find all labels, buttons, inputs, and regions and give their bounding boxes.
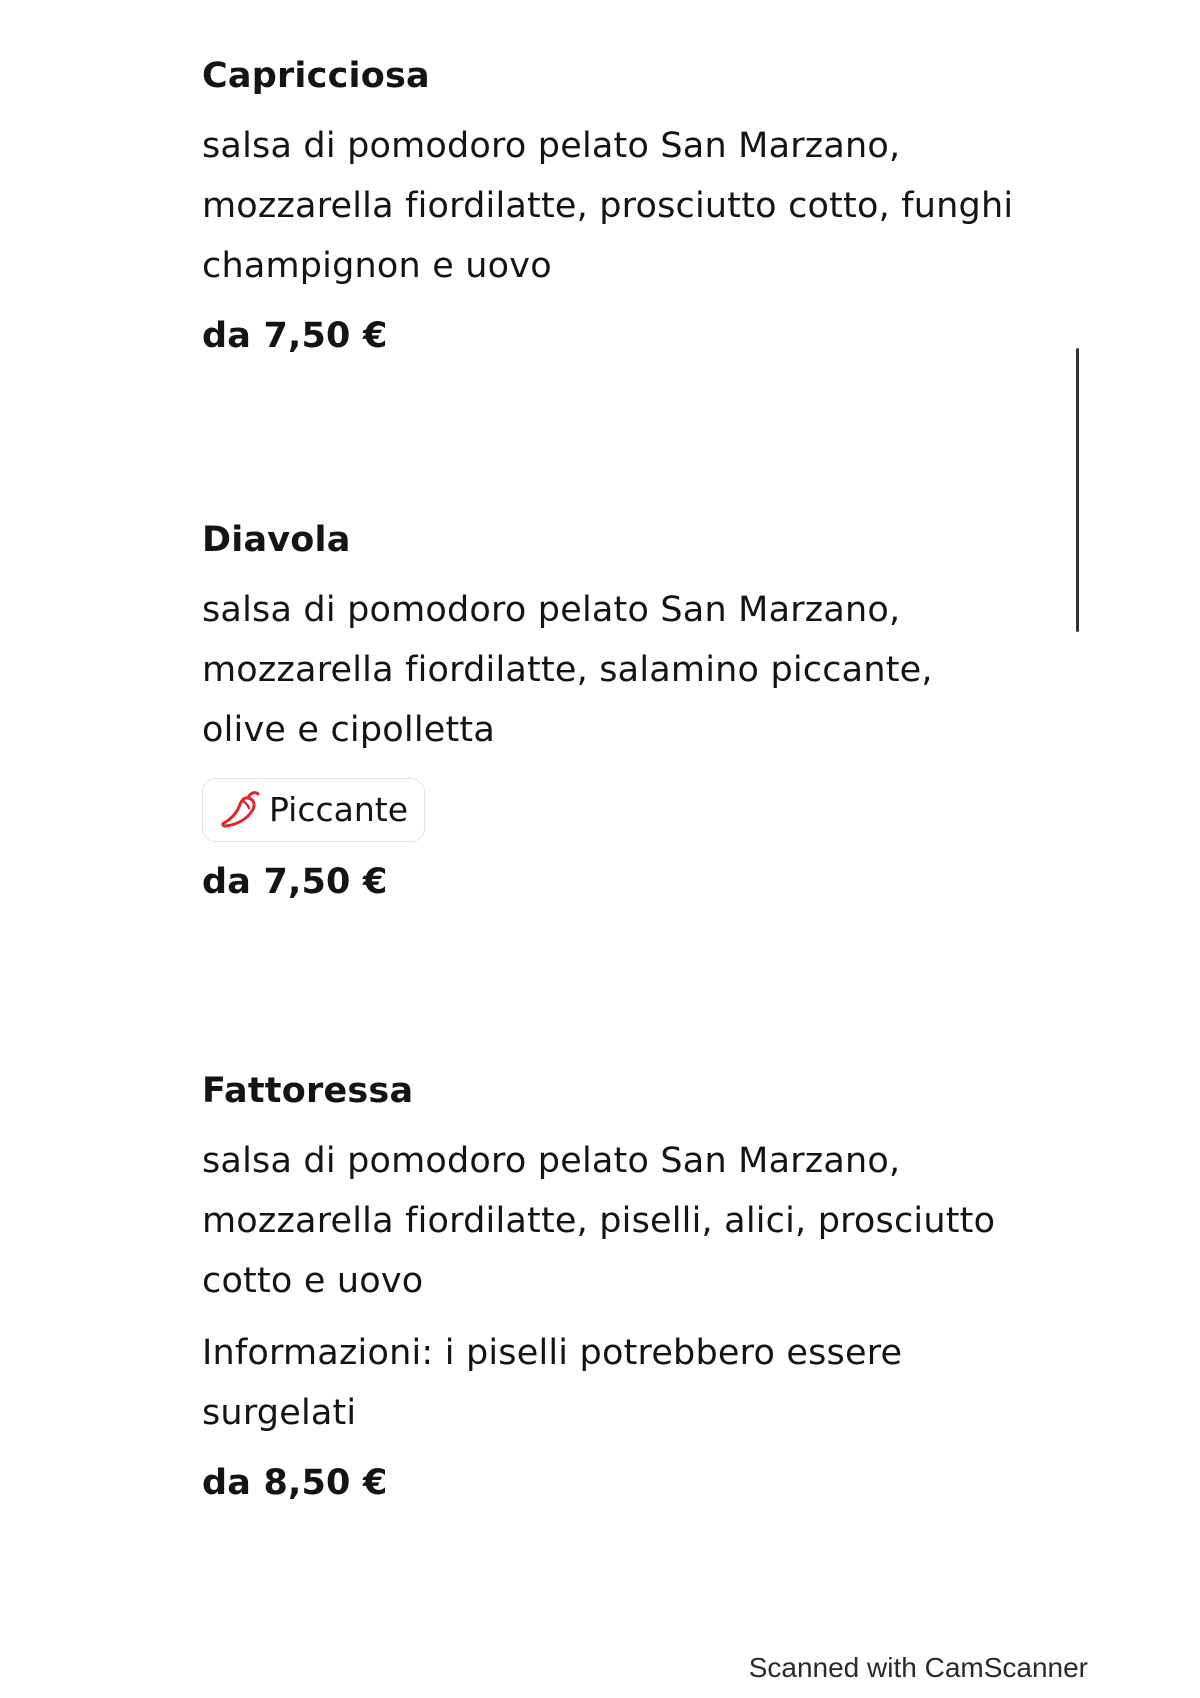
menu-item-fattoressa[interactable]	[202, 1071, 1042, 1503]
description-line: champignon e uovo	[202, 246, 552, 286]
info-line: Informazioni: i piselli potrebbero essere	[202, 1333, 903, 1373]
description-line: mozzarella fiordilatte, salamino piccante,	[202, 650, 933, 690]
item-name: Fattoressa	[202, 1071, 414, 1111]
description-line: mozzarella fiordilatte, prosciutto cotto, funghi	[202, 186, 1014, 226]
item-price: da 7,50 €	[202, 862, 388, 902]
item-price: da 7,50 €	[202, 316, 388, 356]
description-line: salsa di pomodoro pelato San Marzano,	[202, 126, 901, 166]
spicy-badge	[202, 778, 425, 842]
description-line: salsa di pomodoro pelato San Marzano,	[202, 590, 901, 630]
menu-item-capricciosa[interactable]	[202, 56, 1042, 356]
item-name: Capricciosa	[202, 56, 430, 96]
badge-label: Piccante	[269, 790, 409, 829]
item-description	[202, 580, 1042, 760]
menu-item-diavola[interactable]	[202, 520, 1042, 902]
scanner-watermark: Scanned with CamScanner	[748, 1652, 1088, 1683]
item-description	[202, 1131, 1042, 1311]
description-line: mozzarella fiordilatte, piselli, alici, prosciutto	[202, 1201, 996, 1241]
item-description	[202, 116, 1042, 296]
item-price: da 8,50 €	[202, 1463, 388, 1503]
chili-pepper-icon	[219, 789, 261, 831]
description-line: cotto e uovo	[202, 1261, 424, 1301]
item-info	[202, 1323, 1042, 1443]
description-line: olive e cipolletta	[202, 710, 495, 750]
scrollbar[interactable]	[1076, 348, 1079, 632]
info-line: surgelati	[202, 1393, 357, 1433]
description-line: salsa di pomodoro pelato San Marzano,	[202, 1141, 901, 1181]
item-name: Diavola	[202, 520, 351, 560]
